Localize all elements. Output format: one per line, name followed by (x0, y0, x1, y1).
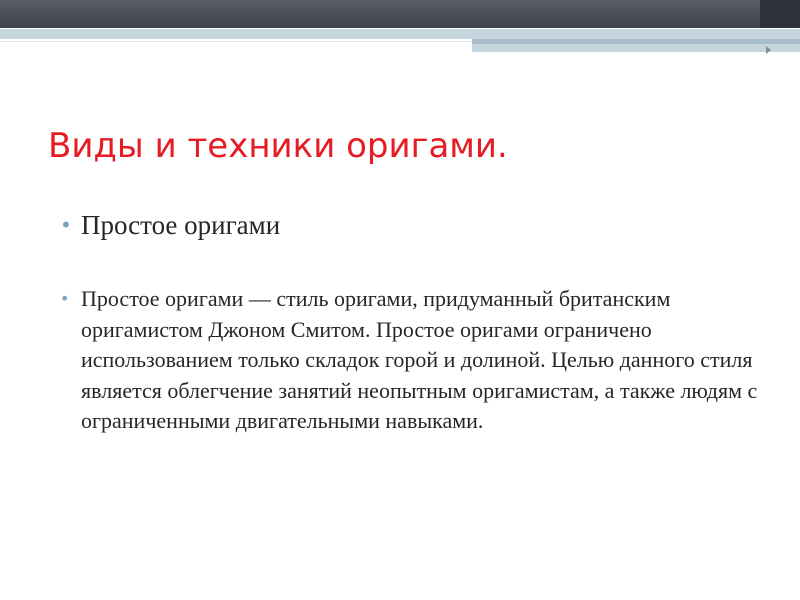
slide-content (60, 203, 760, 437)
banner-step-stripe-lower (472, 44, 800, 52)
bullet-icon: • (60, 213, 72, 237)
banner-stripe (0, 29, 800, 39)
bullet-text: Простое оригами — стиль оригами, придуманный британским оригамистом Джоном Смитом. Простое оригами ограничено использованием только складок горой и долиной. Целью данного стиля является облегчение занятий неопытным оригамистам, а также людям с ограниченными двигательными навыками. (81, 286, 758, 433)
top-banner-corner (760, 0, 800, 28)
bullet-text: Простое оригами (81, 210, 281, 240)
bullet-item (60, 284, 760, 437)
bullet-icon: • (60, 289, 70, 308)
slide-title: Виды и техники оригами. (48, 126, 508, 166)
bullet-item (60, 203, 760, 247)
top-banner (0, 0, 800, 28)
corner-arrow-icon (766, 46, 771, 54)
